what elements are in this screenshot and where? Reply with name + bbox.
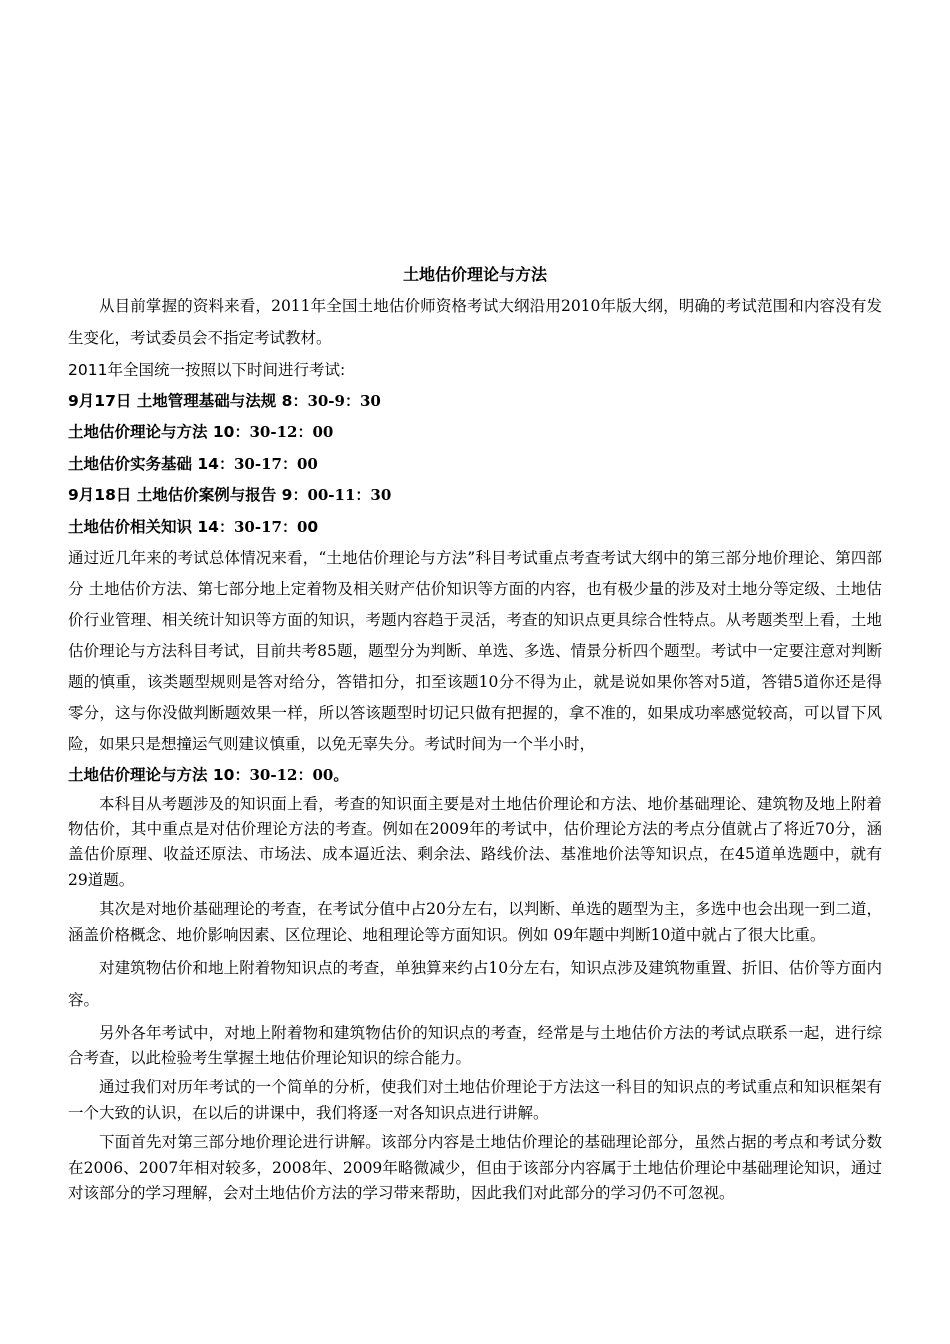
body-paragraph: 对建筑物估价和地上附着物知识点的考查，单独算来约占10分左右，知识点涉及建筑物重置、折旧、估价等方面内容。 [68,959,882,1010]
schedule-item-label: 土地估价理论与方法 10 [68,423,235,442]
subject-heading [68,760,882,792]
schedule-item [68,417,882,449]
schedule-item [68,480,882,512]
intro-paragraph: 从目前掌握的资料来看，2011年全国土地估价师资格考试大纲沿用2010年版大纲，明确的考试范围和内容没有发生变化，考试委员会不指定考试教材。 [68,297,882,348]
subject-heading-label: 土地估价理论与方法 10 [68,766,235,785]
body-paragraph: 本科目从考题涉及的知识面上看，考查的知识面主要是对土地估价理论和方法、地价基础理论、建筑物及地上附着物估价，其中重点是对估价理论方法的考查。例如在2009年的考试中，估价理论方法的考点分值就占了将近70分，涵盖估价原理、收益还原法、市场法、成本逼近法、剩余法、路线价法、基准地价法等知识点，在45道单选题中，就有29道题。 [68,794,882,889]
subject-heading-time: ：30-12：00。 [234,766,349,785]
body-paragraph: 另外各年考试中，对地上附着物和建筑物估价的知识点的考查，经常是与土地估价方法的考试点联系一起，进行综合考查，以此检验考生掌握土地估价理论知识的综合能力。 [68,1023,882,1068]
schedule-item [68,449,882,481]
schedule-item [68,386,882,418]
schedule-item-time: ：30-17：0 [218,517,308,536]
document-body [68,260,882,1206]
schedule-item-time: ：30-9：30 [292,391,381,410]
schedule-item-time: ：00-11：30 [292,486,392,505]
schedule-item-label: 土地估价相关知识 14 [68,517,219,536]
exam-schedule [68,386,882,544]
schedule-item-time: ：30-12：00 [234,423,334,442]
schedule-item-label: 9月18日 土地估价案例与报告 9 [68,486,293,505]
overview-paragraph: 通过近几年来的考试总体情况来看，“土地估价理论与方法”科目考试重点考查考试大纲中的第三部分地价理论、第四部分 土地估价方法、第七部分地上定着物及相关财产估价知识等方面的内容，也有极少量的涉及对土地分等定级、土地估价行业管理、相关统计知识等方面的知识，考题内容趋于灵活，考查的知识点更具综合性特点。从考题类型上看，土地估价理论与方法科目考试，目前共考85题，题型分为判断、单选、多选、情景分析四个题型。考试中一定要注意对判断题的慎重，该类题型规则是答对给分，答错扣分，扣至该题10分不得为止，就是说如果你答对5道，答错5道你还是得零分，这与你没做判断题效果一样，所以答该题型时切记只做有把握的，拿不准的，如果成功率感觉较高，可以冒下风险，如果只是想撞运气则建议慎重，以免无辜失分。考试时间为一个半小时， [68,549,882,754]
body-paragraph: 通过我们对历年考试的一个简单的分析，使我们对土地估价理论于方法这一科目的知识点的考试重点和知识框架有一个大致的认识，在以后的讲课中，我们将逐一对各知识点进行讲解。 [68,1078,882,1122]
document-title: 土地估价理论与方法 [402,265,547,284]
body-paragraph: 其次是对地价基础理论的考查，在考试分值中占20分左右，以判断、单选的题型为主，多选中也会出现一到二道，涵盖价格概念、地价影响因素、区位理论、地租理论等方面知识。例如 09年题中判断10道中就占了很大比重。 [68,900,882,944]
schedule-item-time-tail: 0 [307,517,319,536]
schedule-item-label: 土地估价实务基础 14 [68,454,219,473]
schedule-item [68,512,882,544]
schedule-item-time: ：30-17：00 [218,454,318,473]
body-paragraph: 下面首先对第三部分地价理论进行讲解。该部分内容是土地估价理论的基础理论部分，虽然占据的考点和考试分数在2006、2007年相对较多，2008年、2009年略微减少，但由于该部分内容属于土地估价理论中基础理论知识，通过对该部分的学习理解，会对土地估价方法的学习带来帮助，因此我们对此部分的学习仍不可忽视。 [68,1133,882,1203]
schedule-heading: 2011年全国统一按照以下时间进行考试: [68,360,346,379]
schedule-item-label: 9月17日 土地管理基础与法规 8 [68,391,293,410]
